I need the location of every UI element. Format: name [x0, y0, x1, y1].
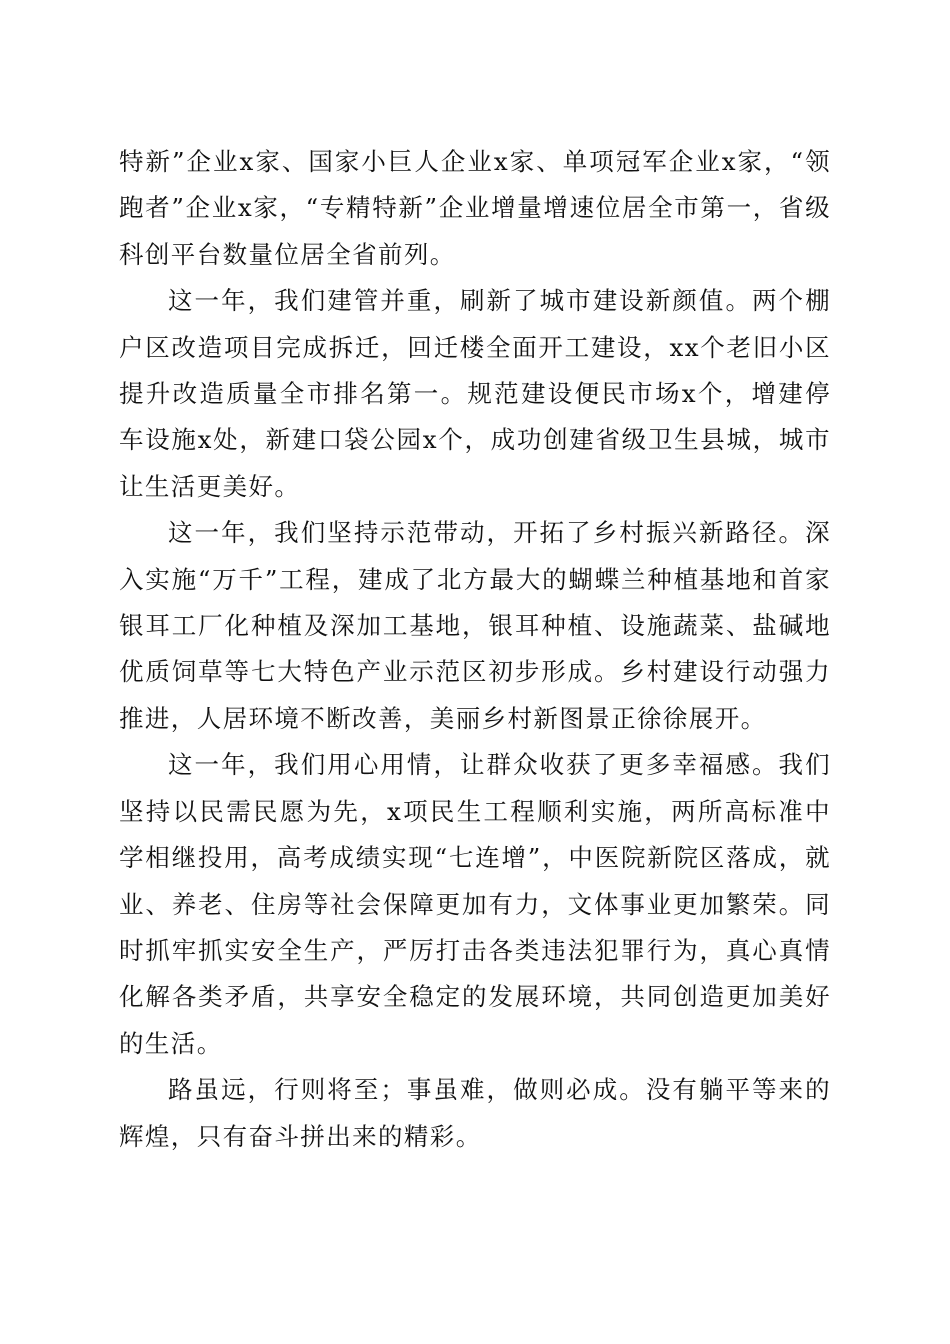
document-body	[119, 139, 831, 1160]
paragraph-rural-revitalization: 这一年，我们坚持示范带动，开拓了乡村振兴新路径。深入实施“万千”工程，建成了北方最大的蝴蝶兰种植基地和首家银耳工厂化种植及深加工基地，银耳种植、设施蔬菜、盐碱地优质饲草等七大特色产业示范区初步形成。乡村建设行动强力推进，人居环境不断改善，美丽乡村新图景正徐徐展开。	[119, 518, 831, 733]
paragraph-urban-construction: 这一年，我们建管并重，刷新了城市建设新颜值。两个棚户区改造项目完成拆迁，回迁楼全面开工建设，xx个老旧小区提升改造质量全市排名第一。规范建设便民市场x个，增建停车设施x处，新建口袋公园x个，成功创建省级卫生县城，城市让生活更美好。	[119, 286, 831, 501]
paragraph-continuation: 特新”企业x家、国家小巨人企业x家、单项冠军企业x家，“领跑者”企业x家，“专精特新”企业增量增速位居全市第一，省级科创平台数量位居全省前列。	[119, 147, 831, 269]
paragraph-public-wellbeing: 这一年，我们用心用情，让群众收获了更多幸福感。我们坚持以民需民愿为先，x项民生工程顺利实施，两所高标准中学相继投用，高考成绩实现“七连增”，中医院新院区落成，就业、养老、住房等社会保障更加有力，文体事业更加繁荣。同时抓牢抓实安全生产，严厉打击各类违法犯罪行为，真心真情化解各类矛盾，共享安全稳定的发展环境，共同创造更加美好的生活。	[119, 750, 831, 1058]
paragraph-closing: 路虽远，行则将至；事虽难，做则必成。没有躺平等来的辉煌，只有奋斗拼出来的精彩。	[119, 1075, 831, 1151]
